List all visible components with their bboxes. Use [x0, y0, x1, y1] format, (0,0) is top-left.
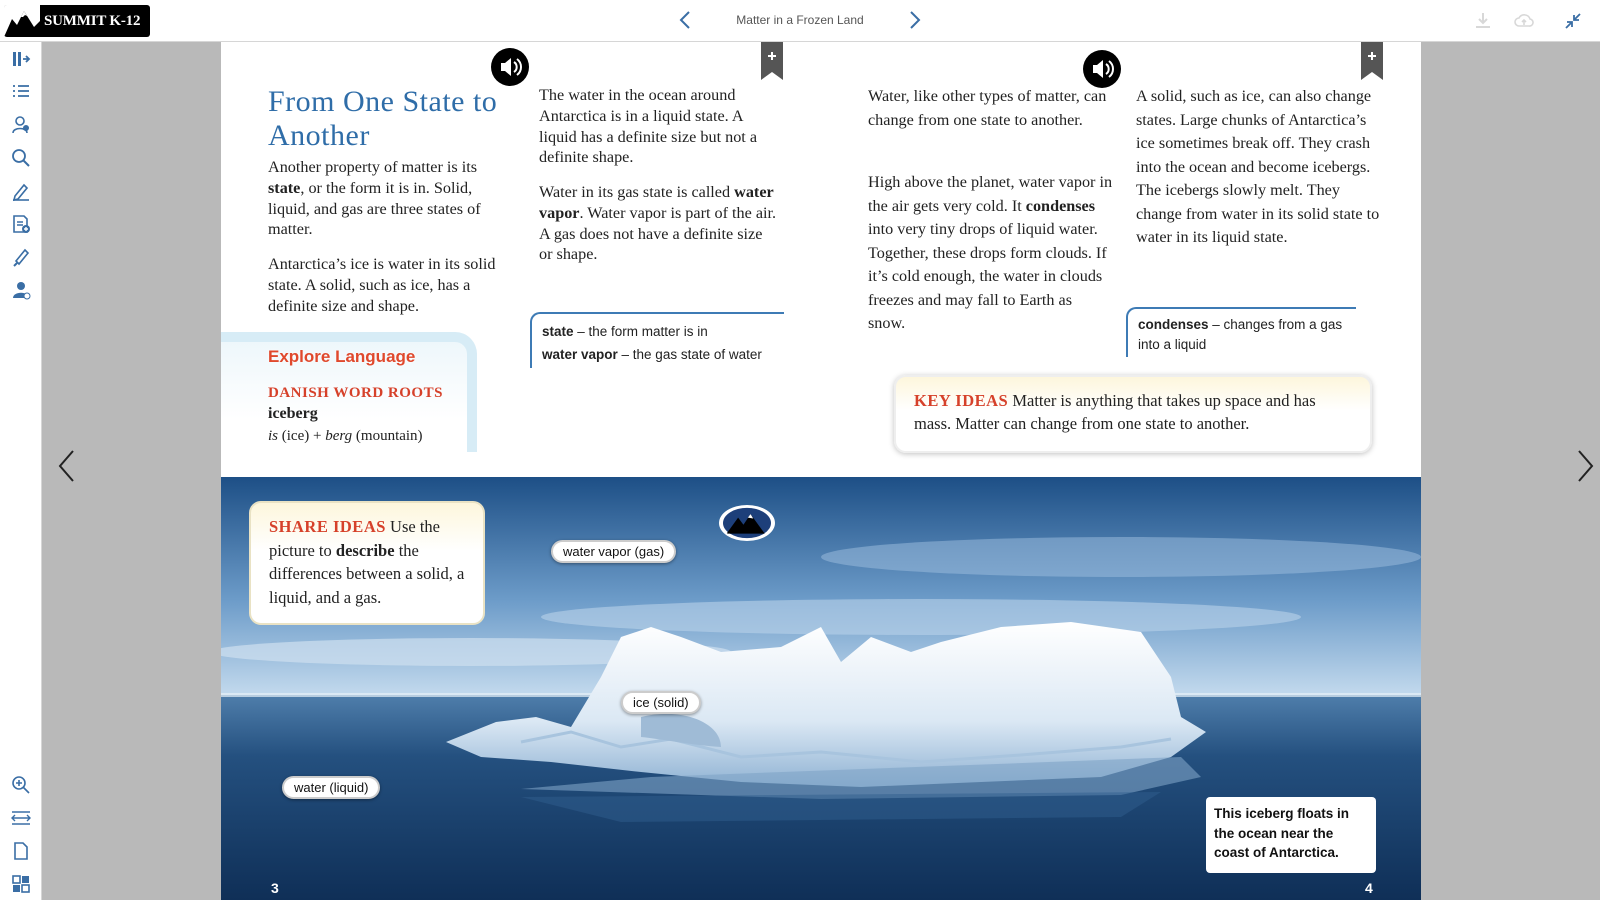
- single-page-icon[interactable]: [10, 840, 32, 862]
- mountain-logo-icon: [721, 507, 773, 539]
- key-ideas-tag: KEY IDEAS: [914, 391, 1009, 410]
- audio-button-page-3[interactable]: [491, 48, 529, 86]
- grid-view-icon[interactable]: [10, 873, 32, 895]
- highlighter-icon[interactable]: [10, 246, 32, 268]
- add-note-icon[interactable]: [10, 213, 32, 235]
- explore-language-subtitle: DANISH WORD ROOTS: [268, 385, 443, 401]
- students-icon[interactable]: [10, 114, 32, 136]
- share-ideas-box: SHARE IDEAS Use the picture to describe the differences between a solid, a liquid, and a gas.: [249, 501, 485, 625]
- search-icon[interactable]: [10, 147, 32, 169]
- iceberg-photo: [221, 477, 1421, 900]
- paragraph-change-state: Water, like other types of matter, can change from one state to another.: [868, 87, 1107, 129]
- next-page-chevron-icon[interactable]: [902, 8, 926, 32]
- book-title: Matter in a Frozen Land: [736, 13, 864, 27]
- brand-name: SUMMIT K-12: [44, 12, 141, 29]
- vocab-entry: state – the form matter is in: [542, 324, 708, 339]
- audio-button-page-4[interactable]: [1083, 50, 1121, 88]
- exit-fullscreen-icon[interactable]: [1562, 10, 1584, 32]
- contents-list-icon[interactable]: [10, 81, 32, 103]
- explore-word: iceberg: [268, 405, 318, 422]
- bookmark-icon-page-3[interactable]: [761, 42, 783, 80]
- page-number-4: 4: [1365, 880, 1373, 896]
- next-page-arrow-icon[interactable]: [1572, 448, 1598, 484]
- explore-language-title: Explore Language: [268, 347, 416, 366]
- top-bar: [0, 0, 1600, 42]
- previous-page-chevron-icon[interactable]: [674, 8, 698, 32]
- paragraph-solid: Antarctica’s ice is water in its solid state. A solid, such as ice, has a definite size and shape.: [268, 255, 496, 315]
- label-water-vapor: water vapor (gas): [551, 540, 676, 563]
- speaker-icon: [491, 48, 529, 86]
- paragraph-icebergs: A solid, such as ice, can also change states. Large chunks of Antarctica’s ice sometimes break off. They crash into the ocean and become icebergs. The icebergs slowly melt. They change from water in its solid state to water in its liquid state.: [1136, 87, 1380, 246]
- label-water: water (liquid): [282, 776, 380, 799]
- vocab-entry: water vapor – the gas state of water: [542, 347, 762, 362]
- explore-word-roots: is (ice) + berg (mountain): [268, 428, 423, 444]
- annotate-icon[interactable]: [10, 180, 32, 202]
- cloud-upload-icon[interactable]: [1513, 10, 1535, 32]
- vocabulary-box-page-3: [530, 312, 784, 368]
- book-spread: [221, 42, 1421, 900]
- photo-caption: This iceberg floats in the ocean near the coast of Antarctica.: [1206, 797, 1376, 873]
- zoom-in-icon[interactable]: [10, 774, 32, 796]
- summit-oval-logo: [719, 505, 775, 541]
- summit-logo[interactable]: [4, 5, 150, 37]
- panel-toggle-icon[interactable]: [10, 48, 32, 70]
- share-ideas-tag: SHARE IDEAS: [269, 517, 386, 536]
- paragraph-liquid: The water in the ocean around Antarctica is in a liquid state. A liquid has a definite size but not a definite shape.: [539, 86, 758, 167]
- speaker-icon: [1083, 50, 1121, 88]
- page-number-3: 3: [271, 880, 279, 896]
- paragraph-gas: Water in its gas state is called water vapor. Water vapor is part of the air. A gas does not have a definite size or shape.: [539, 183, 777, 264]
- mountain-logo-icon: [4, 5, 40, 37]
- download-icon[interactable]: [1472, 10, 1494, 32]
- label-ice: ice (solid): [621, 691, 701, 714]
- term-state: state: [268, 178, 301, 197]
- key-ideas-text: Matter is anything that takes up space and has mass. Matter can change from one state to another.: [914, 391, 1316, 433]
- profile-icon[interactable]: [10, 279, 32, 301]
- vocabulary-box-page-4: condenses – changes from a gas into a liquid: [1126, 307, 1356, 357]
- key-ideas-box: [894, 375, 1372, 453]
- fit-width-icon[interactable]: [10, 807, 32, 829]
- page-heading: From One State to Another: [268, 85, 498, 152]
- paragraph-condenses: High above the planet, water vapor in the air gets very cold. It condenses into very tiny drops of liquid water. Together, these drops form clouds. If it’s cold enough, the water in clouds freezes and may fall to Earth as snow.: [868, 173, 1113, 332]
- previous-page-arrow-icon[interactable]: [54, 448, 80, 484]
- paragraph-state-intro: Another property of matter is its state, or the form it is in. Solid, liquid, and gas are three states of matter.: [268, 158, 481, 239]
- term-water-vapor: water vapor: [539, 183, 774, 222]
- left-toolbar: [0, 42, 42, 900]
- term-describe: describe: [335, 540, 395, 560]
- bookmark-icon-page-4[interactable]: [1361, 42, 1383, 80]
- term-condenses: condenses: [1025, 196, 1096, 215]
